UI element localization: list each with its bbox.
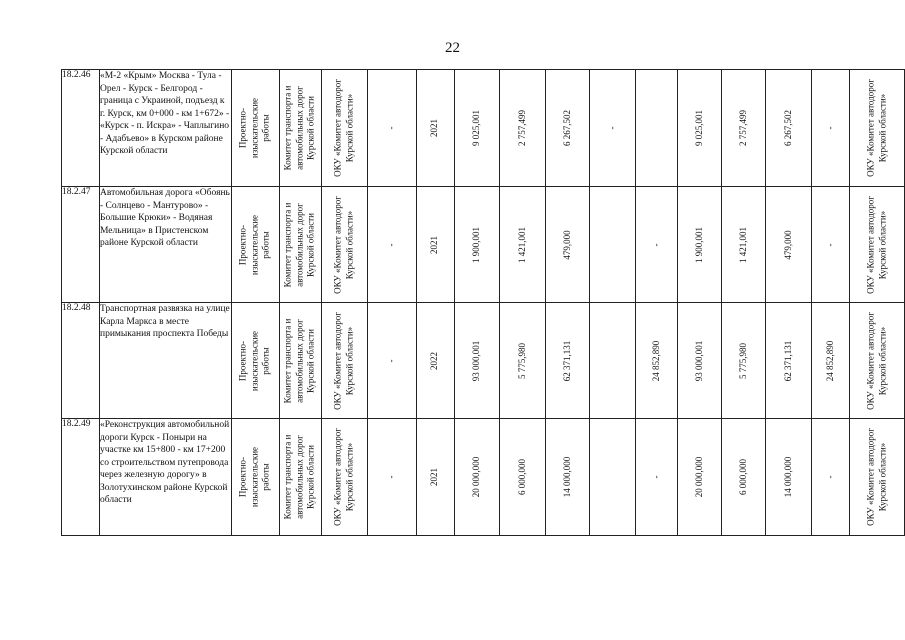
responsible-cell [849, 70, 904, 187]
customer: Комитет транспорта и автомобильных дорог Курской области [283, 202, 317, 287]
page-number: 22 [445, 40, 460, 56]
customer: Комитет транспорта и автомобильных дорог Курской области [283, 85, 317, 171]
customer-cell [279, 303, 321, 419]
work-type-cell [231, 187, 279, 303]
mark: - [385, 243, 396, 246]
value-cell [722, 419, 766, 536]
work-type-cell [231, 70, 279, 187]
value: 1 421,001 [517, 226, 528, 263]
row-number: 18.2.47 [62, 187, 100, 303]
mark-cell [367, 70, 416, 187]
value-cell [812, 419, 850, 536]
mark-cell [367, 187, 416, 303]
work-type: Проектно-изыскательские работы [238, 446, 272, 508]
year: 2021 [429, 119, 440, 137]
value-cell [812, 187, 850, 303]
value: 6 267,502 [782, 110, 793, 146]
value-cell [636, 187, 678, 303]
value: - [824, 126, 835, 130]
work-type: Проектно-изыскательские работы [238, 214, 272, 275]
year: 2022 [429, 351, 440, 370]
work-type: Проектно-изыскательские работы [238, 97, 272, 159]
total-cell [454, 303, 500, 419]
value: 479,000 [562, 229, 573, 260]
customer-cell [279, 70, 321, 187]
value: 479,000 [782, 229, 793, 260]
total: 9 025,001 [471, 110, 482, 146]
object-name: «Реконструкция автомобильной дороги Курск - Поныри на участке км 15+800 - км 17+200 со строительством путепровода через железную дорогу» в Золотухинском районе Курской области [99, 419, 231, 536]
total-cell [454, 187, 500, 303]
executor-cell [321, 303, 367, 419]
work-type: Проектно-изыскательские работы [238, 330, 272, 391]
value: - [651, 475, 662, 479]
value: 9 025,001 [693, 110, 704, 146]
table-row [62, 70, 905, 187]
value: 6 000,000 [517, 459, 528, 495]
value-cell [500, 419, 546, 536]
total: 1 900,001 [471, 226, 482, 263]
work-type-cell [231, 419, 279, 536]
total: 93 000,001 [471, 340, 482, 381]
value-cell [546, 70, 590, 187]
value: 2 757,499 [517, 110, 528, 146]
value-cell [766, 419, 812, 536]
value-cell [678, 187, 722, 303]
value-cell [766, 187, 812, 303]
responsible-cell [849, 187, 904, 303]
year-cell [416, 303, 454, 419]
value-cell [636, 419, 678, 536]
value: 62 371,131 [562, 340, 573, 381]
executor: ОКУ «Комитет автодорог Курской области» [332, 195, 355, 294]
value-cell [722, 303, 766, 419]
value-cell [812, 70, 850, 187]
value: 1 421,001 [737, 226, 748, 263]
value: 6 000,000 [737, 459, 748, 495]
value-cell [636, 303, 678, 419]
value-cell [500, 303, 546, 419]
executor-cell [321, 187, 367, 303]
row-number: 18.2.48 [62, 303, 100, 419]
value-cell [500, 70, 546, 187]
mark: - [385, 126, 396, 130]
responsible-cell [849, 419, 904, 536]
responsible: ОКУ «Комитет автодорог Курской области» [865, 311, 887, 410]
value-cell [590, 419, 636, 536]
mark: - [385, 475, 396, 479]
work-type-cell [231, 303, 279, 419]
year-cell [416, 187, 454, 303]
responsible-cell [849, 303, 904, 419]
value-cell [722, 187, 766, 303]
value-cell [590, 187, 636, 303]
responsible: ОКУ «Комитет автодорог Курской области» [865, 428, 887, 526]
year: 2021 [429, 468, 440, 486]
mark-cell [367, 419, 416, 536]
executor: ОКУ «Комитет автодорог Курской области» [332, 79, 355, 177]
customer: Комитет транспорта и автомобильных дорог Курской области [283, 318, 317, 403]
customer: Комитет транспорта и автомобильных дорог Курской области [283, 434, 317, 520]
value: - [824, 243, 835, 246]
object-name: «М-2 «Крым» Москва - Тула - Орел - Курск - Белгород - граница с Украиной, подъезд к г. Курск, км 0+000 - км 1+672» - «Курск - п. Искра» - Чаплыгино - Адабъево» в Курском районе Курской области [99, 70, 231, 187]
object-name: Автомобильная дорога «Обоянь - Солнцево - Мантурово» - Большие Крюки» - Водяная Мельница» в Пристенском районе Курской области [99, 187, 231, 303]
row-number: 18.2.46 [62, 70, 100, 187]
value-cell [722, 70, 766, 187]
value: 20 000,000 [693, 456, 704, 498]
value: 1 900,001 [693, 226, 704, 263]
table-row [62, 419, 905, 536]
year-cell [416, 70, 454, 187]
value-cell [766, 303, 812, 419]
value-cell [678, 419, 722, 536]
value: 5 775,980 [517, 342, 528, 379]
total: 20 000,000 [471, 456, 482, 498]
value-cell [546, 187, 590, 303]
executor-cell [321, 419, 367, 536]
value: 93 000,001 [693, 340, 704, 381]
customer-cell [279, 187, 321, 303]
value: 2 757,499 [737, 110, 748, 146]
value: 14 000,000 [562, 456, 573, 498]
value: 62 371,131 [782, 340, 793, 381]
value: 6 267,502 [562, 110, 573, 146]
value: 5 775,980 [737, 342, 748, 379]
responsible: ОКУ «Комитет автодорог Курской области» [865, 79, 887, 177]
responsible: ОКУ «Комитет автодорог Курской области» [865, 195, 887, 294]
object-name: Транспортная развязка на улице Карла Маркса в месте примыкания проспекта Победы [99, 303, 231, 419]
total-cell [454, 419, 500, 536]
row-number: 18.2.49 [62, 419, 100, 536]
value-cell [500, 187, 546, 303]
table-row [62, 187, 905, 303]
executor: ОКУ «Комитет автодорог Курской области» [332, 428, 355, 526]
value-cell [812, 303, 850, 419]
table-row [62, 303, 905, 419]
value: 14 000,000 [782, 456, 793, 498]
value-cell [636, 70, 678, 187]
executor-cell [321, 70, 367, 187]
mark-cell [367, 303, 416, 419]
value: 24 852,890 [651, 340, 662, 381]
value-cell [678, 303, 722, 419]
value: - [824, 475, 835, 479]
mark: - [385, 359, 396, 362]
year: 2021 [429, 235, 440, 254]
value-cell [590, 303, 636, 419]
program-table [61, 69, 905, 536]
value: - [651, 243, 662, 246]
total-cell [454, 70, 500, 187]
value: 24 852,890 [824, 340, 835, 381]
value-cell [546, 303, 590, 419]
value-cell [546, 419, 590, 536]
customer-cell [279, 419, 321, 536]
year-cell [416, 419, 454, 536]
value-cell [590, 70, 636, 187]
value: - [607, 126, 618, 130]
value-cell [766, 70, 812, 187]
executor: ОКУ «Комитет автодорог Курской области» [332, 311, 355, 410]
value-cell [678, 70, 722, 187]
